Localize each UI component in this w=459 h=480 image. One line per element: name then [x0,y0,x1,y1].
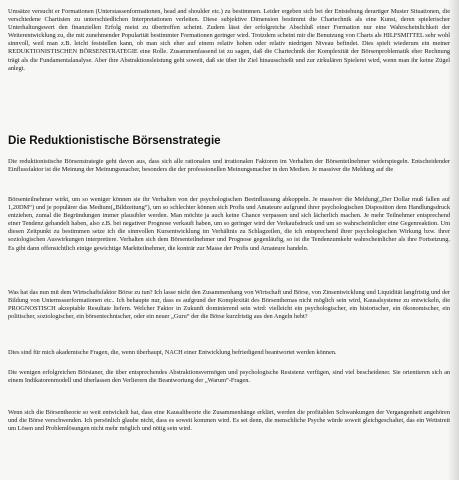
paragraph-4: Dies sind für mich akademische Fragen, die, wenn überhaupt, NACH einer Entwicklung befriedigend beantwortet werden können. [8,349,337,356]
intro-paragraph: Umsätze versucht er Formationen (Unterstassenformationen, head and shoulder etc.) zu bestimmen. Leider ergeben sich bei der Entstehung derartiger Muster Situationen, die verschiedene Chartisten zu unterschiedlichen Interpretationen verleiten. Diese subjektive Dimension bestimmt die Chartechnik als eine Kunst, deren spielerischer Unterhaltungswert den finanziellen Erfolg meist zu übertreffen scheint. Zudem lässt der erfolgreiche Abschluß einer Formation nur eine Wahrscheinlichkeit der Weiterentwicklung zu, die mit zunehmender Popularität bestimmter Formationen geringer wird. Trotzdem scheint mir die Benutzung von Charts als HILFSMITTEL sehr wohl sinnvoll, weil man z.B. leicht feststellen kann, ob man sich eher auf einem relativ hohen oder relativ niedrigen Niveau befindet. Dies spielt wiederum ein meiner REDUKTIONISTISCHEN BÖRSENSTRATEGIE eine Rolle. Zusammenfassend ist zu sagen, daß die Chartechnik der Komplexität der Börsenproblematik eher Rechnung trägt als die Fundamentalanalyse. Aber ihre Abstraktionsleistung geht soweit, daß sie über ihr Ziel hinausschießt und zur zirkulären Spielerei wird, wenn man ihr keine Zügel anlegt. [8,8,450,72]
paragraph-1: Die reduktionistische Börsenstrategie geht davon aus, dass sich alle rationalen und irrationalen Faktoren im Verhalten der Börsenteilnehmer widerspiegeln. Entscheidender Einflussfaktor ist die Meinung der Meinungsmacher, besonders die der professionellen Meinungsmacher in den Medien. Je massiver die Meldung auf die [8,158,450,174]
paragraph-2: Börsenteilnehmer wirkt, um so weniger können sie ihr Verhalten von der psychologischen Beeinflussung abkoppeln. Je massiver die Meldung(„Der Dollar muß fallen auf 1,20DM“) und je populärer das Medium(„Bildzeitung“), um so schlechter können sich Profis und Amateure aufgrund ihrer psychologischen Disposition dem Handlungsdruck entziehen, zumal die Begründungen immer plausibler werden. Man möchte ja auch keine Chance verpassen und sich lächerlich machen. Je mehr Teilnehmer entsprechend einer Tendenz gehandelt haben, also z.B. bei negativer Prognose verkauft haben, um so geringer wird der Verkaufsdruck und um so wahrscheinlicher eine Gegenreaktion. Um diesen Zeitpunkt zu bestimmen setze ich die sinnvollen Kursentwicklung im Verhältnis zu Schlagzeilen, die ich entsprechend ihrer psychologischen Wirkung bzw. ihrer soziologischen Auswirkungen interpretiere. Verhalten sich dem Börsenteilnehmer und Prognose gegenläufig, so ist die Tendenzumkehr wahrscheinlicher als ihre Fortsetzung. Es gibt dann offensichtlich einige gewichtige Marktteilnehmer, die konträr zur Masse der Profis und Amateure handeln. [8,196,450,252]
paragraph-3: Was hat das nun mit dem Wirtschaftsfaktor Börse zu tun? Ich lasse nicht den Zusammenhang von Wirtschaft und Börse, von Zinsentwicklung und Liquidität langfristig und der Bildung von Unternssserformationen etc.. Ich behaupte nur, dass es aufgrund der Komplexität des Börsenthemas nicht möglich sein wird, Kausalsysteme zu entwickeln, die PROGNOSTISCH akzeptable Resultate liefern. Welcher Faktor in Zukunft dominierend sein wird: vielleicht ein psychologischer, ein historischer, ein ökonomischer, ein politischer, soziologischer, ein börsentechnischer, oder ein neuer „Guru“ der die Börse kurzfristig aus den Angeln hebt? [8,289,450,321]
section-heading: Die Reduktionistische Börsenstrategie [8,134,221,147]
paragraph-5: Die wenigen erfolgreichen Börsianer, die über entsprechendes Abstraktionsvermögen und psychologische Resistenz verfügen, sind viel bescheidener. Sie orientieren sich an einem Indikatorenmodell und überlassen den Verlierern die Beantwortung der „Warum“-Fragen. [8,369,450,385]
paragraph-6: Wenn sich die Börsentheorie so weit entwickelt hat, dass eine Kausaltheorie die Zusammenhänge erklärt, werden die profitablen Schwankungen der Vergangenheit angehören und die Börse verschwenden. Ich persönlich glaube nicht, dass es soweit kommen wird. Es sei denn, die menschliche Psyche würde soweit gleichgeschaltet, das ein Wettstreit um Lösen und Problemlösungen nicht mehr möglich und nötig sein wird. [8,409,450,433]
